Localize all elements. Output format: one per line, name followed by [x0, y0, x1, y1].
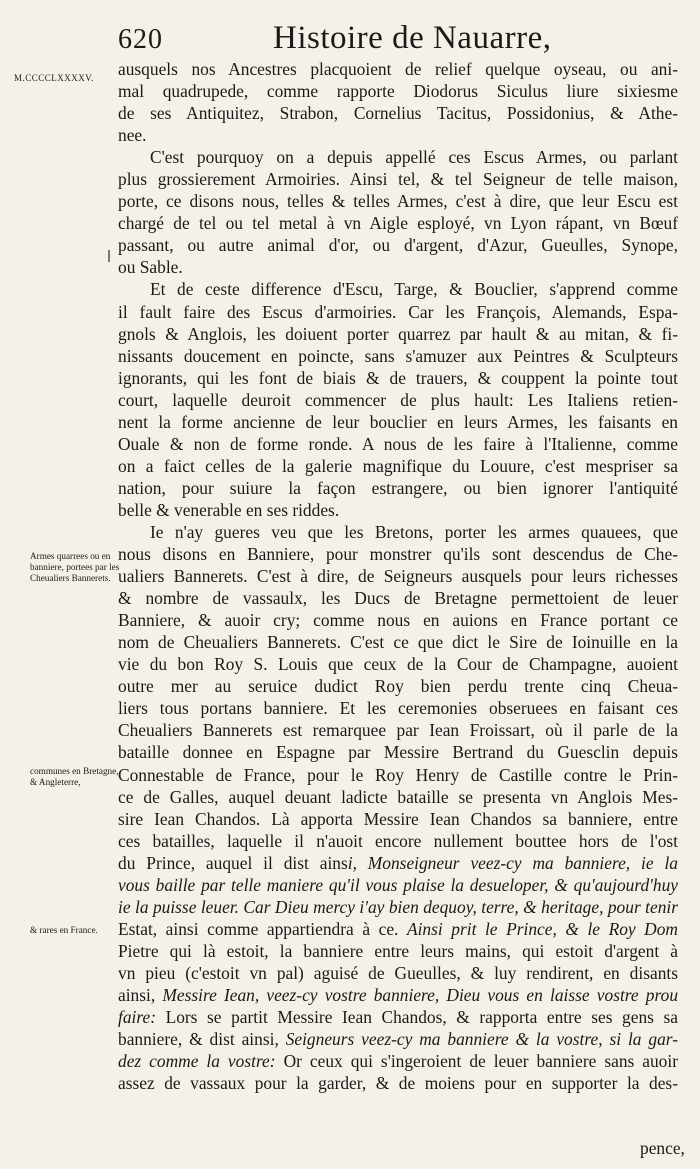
page-number: 620 — [118, 24, 163, 55]
text-line: vie du bon Roy S. Louis que ceux de la Cour de Champagne, auoient — [118, 654, 678, 675]
text-line: belle & venerable en ses riddes. — [118, 499, 340, 520]
gutter-mark — [108, 250, 110, 262]
text-line: nissants doucement en poincte, sans s'amuzer aux Peintres & Sculpteurs — [118, 345, 678, 366]
text-line: il fault faire des Escus d'armoiries. Car les François, Alemands, Espa- — [118, 301, 678, 322]
text-line: du Prince, auquel il dist ainsi, Monseigneur veez-cy ma banniere, ie la — [118, 852, 678, 873]
text-line: Ie n'ay gueres veu que les Bretons, porter les armes quauees, que — [150, 521, 678, 542]
text-line: ces batailles, laquelle il n'auoit encore nullement bouttee hors de l'ost — [118, 830, 678, 851]
margin-note-rares-france: & rares en France. — [30, 925, 98, 935]
text-line: ou Sable. — [118, 257, 183, 278]
text-line: ignorants, qui les font de biais & de trauers, & couppent la pointe tout — [118, 367, 678, 388]
text-line: court, laquelle deuroit commencer de plus hault: Les Italiens retien- — [118, 389, 678, 410]
text-line: passant, ou autre animal d'or, ou d'argent, d'Azur, Gueulles, Synope, — [118, 235, 678, 256]
text-line: Cheualiers Bannerets est remarquee par Iean Froissart, où il parle de la — [118, 720, 678, 741]
page-header — [118, 14, 678, 60]
text-line: gnols & Anglois, les doiuent porter quarrez par hault & au mitan, & fi- — [118, 323, 678, 344]
year-marginal-note: M.CCCCLXXXXV. — [14, 73, 94, 83]
text-line: vn pieu (c'estoit vn pal) aguisé de Gueulles, & luy rendirent, en disants — [118, 962, 678, 983]
text-line: porte, ce disons nous, telles & telles Armes, c'est à dire, que leur Escu est — [118, 191, 678, 212]
text-line: outre mer au seruice dudict Roy bien perdu trente cinq Cheua- — [118, 676, 678, 697]
text-line: Et de ceste difference d'Escu, Targe, & Bouclier, s'apprend comme — [150, 279, 678, 300]
text-line: liers tous portans banniere. Et les ceremonies obseruees en faisant ces — [118, 698, 678, 719]
text-line: chargé de tel ou tel metal à vn Aigle esployé, vn Lyon rápant, vn Bœuf — [118, 213, 678, 234]
running-title: Histoire de Nauarre, — [273, 20, 552, 56]
text-line: dez comme la vostre: Or ceux qui s'ingeroient de leuer banniere sans auoir — [118, 1051, 678, 1072]
text-line: banniere, & dist ainsi, Seigneurs veez-cy ma banniere & la vostre, si la gar- — [118, 1029, 678, 1050]
text-line: vous baille par telle maniere qu'il vous plaise la desueloper, & qu'aujourd'huy — [118, 874, 678, 895]
text-line: nation, pour suiure la façon estrangere, ou bien ignorer l'antiquité — [118, 477, 678, 498]
text-line: ie la puisse leuer. Car Dieu mercy i'ay bien dequoy, terre, & heritage, pour tenir — [118, 896, 678, 917]
text-line: bataille donnee en Espagne par Messire Bertrand du Guesclin depuis — [118, 742, 678, 763]
text-line: nee. — [118, 125, 147, 146]
text-line: ce de Galles, auquel deuant ladicte bataille se presenta vn Anglois Mes- — [118, 786, 678, 807]
text-line: nom de Cheualiers Bannerets. C'est ce que dict le Sire de Ioinuille en la — [118, 632, 678, 653]
text-line: Ouale & non de forme ronde. A nous de les faire à l'Italienne, comme — [118, 433, 678, 454]
text-line: de ses Antiquitez, Strabon, Cornelius Tacitus, Possidonius, & Athe- — [118, 103, 678, 124]
text-line: ainsi, Messire Iean, veez-cy vostre banniere, Dieu vous en laisse vostre prou — [118, 984, 679, 1005]
text-line: Connestable de France, pour le Roy Henry de Castille contre le Prin- — [118, 764, 678, 785]
text-line: sire Iean Chandos. Là apporta Messire Iean Chandos sa banniere, entre — [118, 808, 678, 829]
text-line: mal quadrupede, comme rapporte Diodorus Siculus liure sixiesme — [118, 81, 678, 102]
margin-note-communes-bretagne: communes en Bretagne, & Angleterre, — [30, 766, 119, 787]
text-line: nous disons en Banniere, pour monstrer qu'ils sont descendus de Che- — [118, 544, 678, 565]
text-line: faire: Lors se partit Messire Iean Chandos, & rapporta entre ses gens sa — [118, 1007, 678, 1028]
text-line: & nombre de vassaulx, les Ducs de Bretagne permettoient de leuer — [118, 588, 678, 609]
text-line: C'est pourquoy on a depuis appellé ces Escus Armes, ou parlant — [150, 147, 678, 168]
text-line: Estat, ainsi comme appartiendra à ce. Ainsi prit le Prince, & le Roy Dom — [118, 918, 678, 939]
text-line: Banniere, & auoir cry; comme nous en auions en France portant ce — [118, 610, 678, 631]
margin-note-armes-quarrees: Armes quarrees ou en banniere, portees par les Cheualiers Bannerets. — [30, 551, 120, 583]
text-line: ausquels nos Ancestres placquoient de relief quelque oyseau, ou ani- — [118, 59, 678, 79]
text-line: ualiers Bannerets. C'est à dire, de Seigneurs ausquels pour leurs richesses — [118, 566, 678, 587]
text-line: Pietre qui là estoit, la banniere entre leurs mains, qui estoit d'argent à — [118, 940, 678, 961]
text-line: nent la forme ancienne de leur bouclier en leurs Armes, les faisants en — [118, 411, 678, 432]
catchword: pence, — [640, 1138, 685, 1158]
main-text — [118, 58, 678, 1094]
text-line: on a faict celles de la galerie magnifique du Louure, c'est mespriser sa — [118, 455, 678, 476]
text-line: assez de vassaux pour la garder, & de moiens pour en supporter la des- — [118, 1073, 678, 1094]
text-line: plus grossierement Armoiries. Ainsi tel, & tel Seigneur de telle maison, — [118, 169, 678, 190]
